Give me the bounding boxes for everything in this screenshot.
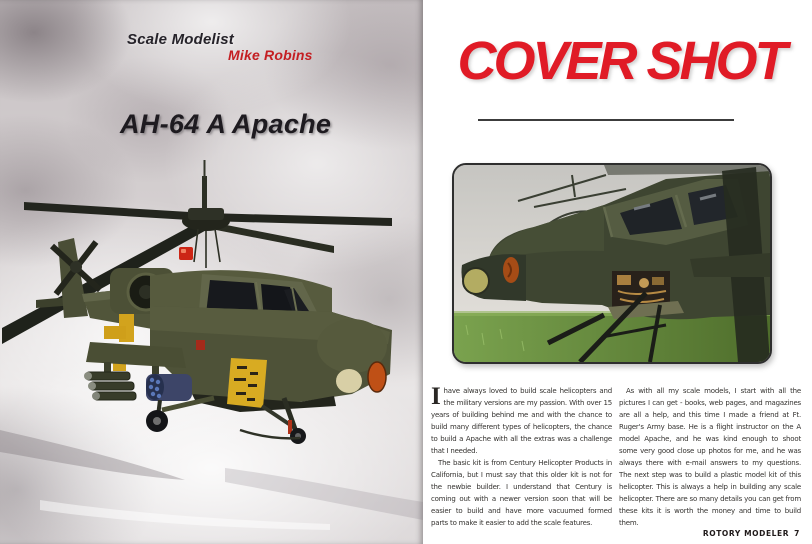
page-title: COVER SHOT: [457, 31, 785, 91]
kicker: Scale Modelist: [127, 31, 235, 48]
text-column-2: [619, 385, 801, 529]
paragraph-3: As with all my scale models, I start with all the pictures I can get - books, web pages, and magazines are all a help, and this time I made a friend at Ft. Ruger's Army base. He is a flight instructor on the A model Apache, and he was kind enough to shoot some very good close up photos for me, and he was always there with e-mail answers to my questions. The next step was to build a plastic model kit of this helicopter. This is always a help in building any scale helicopter. There are so many details you can get from these kits it is worth the money and time to build them.: [619, 387, 801, 527]
apache-closeup-photo: [452, 163, 772, 364]
title-rule: [478, 119, 734, 121]
page-footer: [703, 529, 800, 538]
article-title: AH-64 A Apache: [120, 109, 332, 139]
beacon-highlight: [181, 249, 186, 253]
paragraph-2: The basic kit is from Century Helicopter Products in California, but I must say that this older kit is not for the newbie builder. I understand that Century is coming out with a newer version soon that will be easier to build and have more vacuumed formed parts to make it easier to add the scale features.: [431, 459, 612, 527]
drop-cap: I: [431, 383, 441, 410]
right-page: [423, 0, 812, 544]
author-byline: Mike Robins: [228, 47, 313, 63]
rocket-pod: [146, 374, 192, 401]
beacon-light: [179, 247, 193, 260]
text-column-1: [431, 385, 612, 529]
magazine-name: ROTORY MODELER: [702, 529, 790, 538]
paragraph-1: Ihave always loved to build scale helicopters and the military versions are my passion. With over 15 years of building behind me and with the chance to build many different types of helicopters, the chance to build a Apache with all the extras was a challenge that I needed.: [431, 383, 612, 455]
page-number: 7: [794, 529, 800, 538]
